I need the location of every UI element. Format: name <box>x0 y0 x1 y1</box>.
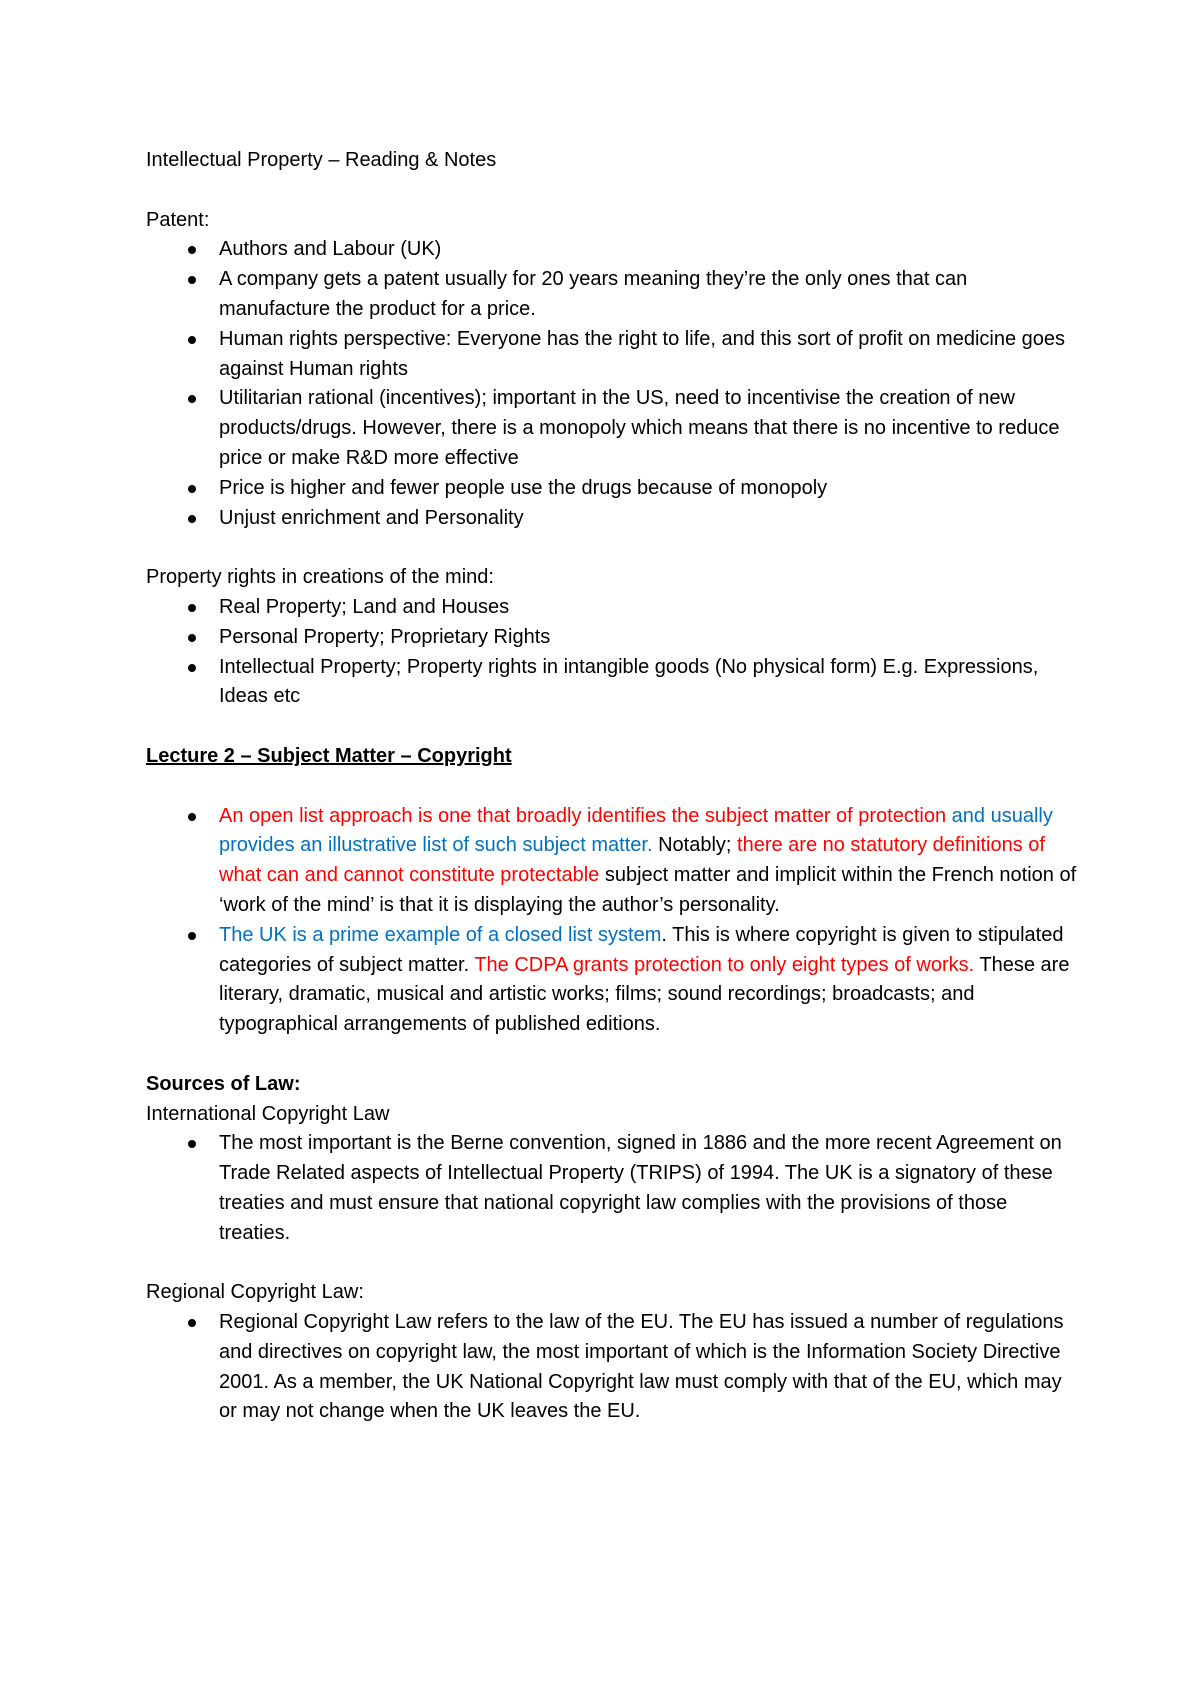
list-item: Utilitarian rational (incentives); important in the US, need to incentivise the creation of new products/drugs. However, there is a monopoly which means that there is no incentive to reduce price or make R&D more effective <box>146 384 1080 473</box>
bullet-icon <box>188 813 196 821</box>
list-item: Human rights perspective: Everyone has the right to life, and this sort of profit on medicine goes against Human rights <box>146 325 1080 385</box>
list-item: The most important is the Berne convention, signed in 1886 and the more recent Agreement on Trade Related aspects of Intellectual Property (TRIPS) of 1994. The UK is a signatory of these treaties and must ensure that national copyright law complies with the provisions of those treaties. <box>146 1129 1080 1248</box>
highlight-blue: and usually provides an illustrative list of such subject matter. <box>219 804 1053 857</box>
highlight-red: there are no statutory definitions of what can and cannot constitute protectable <box>219 834 1045 887</box>
sources-heading: Sources of Law: <box>146 1072 301 1095</box>
list-item: Authors and Labour (UK) <box>146 235 1080 265</box>
bullet-icon <box>188 634 196 642</box>
list-item: Unjust enrichment and Personality <box>146 504 1080 534</box>
list-item: Intellectual Property; Property rights in intangible goods (No physical form) E.g. Expressions, Ideas etc <box>146 653 1080 713</box>
spacer <box>146 712 1080 742</box>
bullet-icon <box>188 276 196 284</box>
spacer <box>146 1040 1080 1070</box>
bullet-icon <box>188 515 196 523</box>
bullet-icon <box>188 604 196 612</box>
property-rights-list <box>146 593 1080 712</box>
highlight-blue: The UK is a prime example of a closed list system <box>219 923 662 946</box>
highlight-red: An open list approach is one that broadly identifies the subject matter of protection <box>219 804 947 827</box>
spacer <box>146 533 1080 563</box>
bullet-icon <box>188 1319 196 1327</box>
list-item: Price is higher and fewer people use the drugs because of monopoly <box>146 474 1080 504</box>
list-item: Personal Property; Proprietary Rights <box>146 623 1080 653</box>
spacer <box>146 1248 1080 1278</box>
international-heading: International Copyright Law <box>146 1102 390 1125</box>
regional-heading: Regional Copyright Law: <box>146 1281 364 1304</box>
bullet-icon <box>188 485 196 493</box>
spacer <box>146 176 1080 206</box>
spacer <box>146 772 1080 802</box>
bullet-icon <box>188 336 196 344</box>
lecture-list <box>146 802 1080 1040</box>
property-rights-heading: Property rights in creations of the mind: <box>146 566 494 589</box>
list-item: An open list approach is one that broadly identifies the subject matter of protection and usually provides an illustrative list of such subject matter. Notably; there are no statutory definitions of what can and cannot constitute protectable subject matter and implicit within the French notion of ‘work of the mind’ is that it is displaying the author’s personality. <box>146 802 1080 921</box>
lecture-heading: Lecture 2 – Subject Matter – Copyright <box>146 744 512 767</box>
list-item: A company gets a patent usually for 20 years meaning they’re the only ones that can manufacture the product for a price. <box>146 265 1080 325</box>
bullet-icon <box>188 664 196 672</box>
bullet-icon <box>188 395 196 403</box>
regional-list <box>146 1308 1080 1427</box>
list-item: Real Property; Land and Houses <box>146 593 1080 623</box>
patent-list <box>146 235 1080 533</box>
list-item: Regional Copyright Law refers to the law of the EU. The EU has issued a number of regulations and directives on copyright law, the most important of which is the Information Society Directive 2001. As a member, the UK National Copyright law must comply with that of the EU, which may or may not change when the UK leaves the EU. <box>146 1308 1080 1427</box>
bullet-icon <box>188 932 196 940</box>
patent-heading: Patent: <box>146 208 210 231</box>
highlight-red: The CDPA grants protection to only eight types of works. <box>474 953 975 976</box>
bullet-icon <box>188 246 196 254</box>
list-item: The UK is a prime example of a closed list system. This is where copyright is given to stipulated categories of subject matter. The CDPA grants protection to only eight types of works. These are literary, dramatic, musical and artistic works; films; sound recordings; broadcasts; and typographical arrangements of published editions. <box>146 921 1080 1040</box>
international-list <box>146 1129 1080 1248</box>
document-title: Intellectual Property – Reading & Notes <box>146 149 497 171</box>
bullet-icon <box>188 1140 196 1148</box>
